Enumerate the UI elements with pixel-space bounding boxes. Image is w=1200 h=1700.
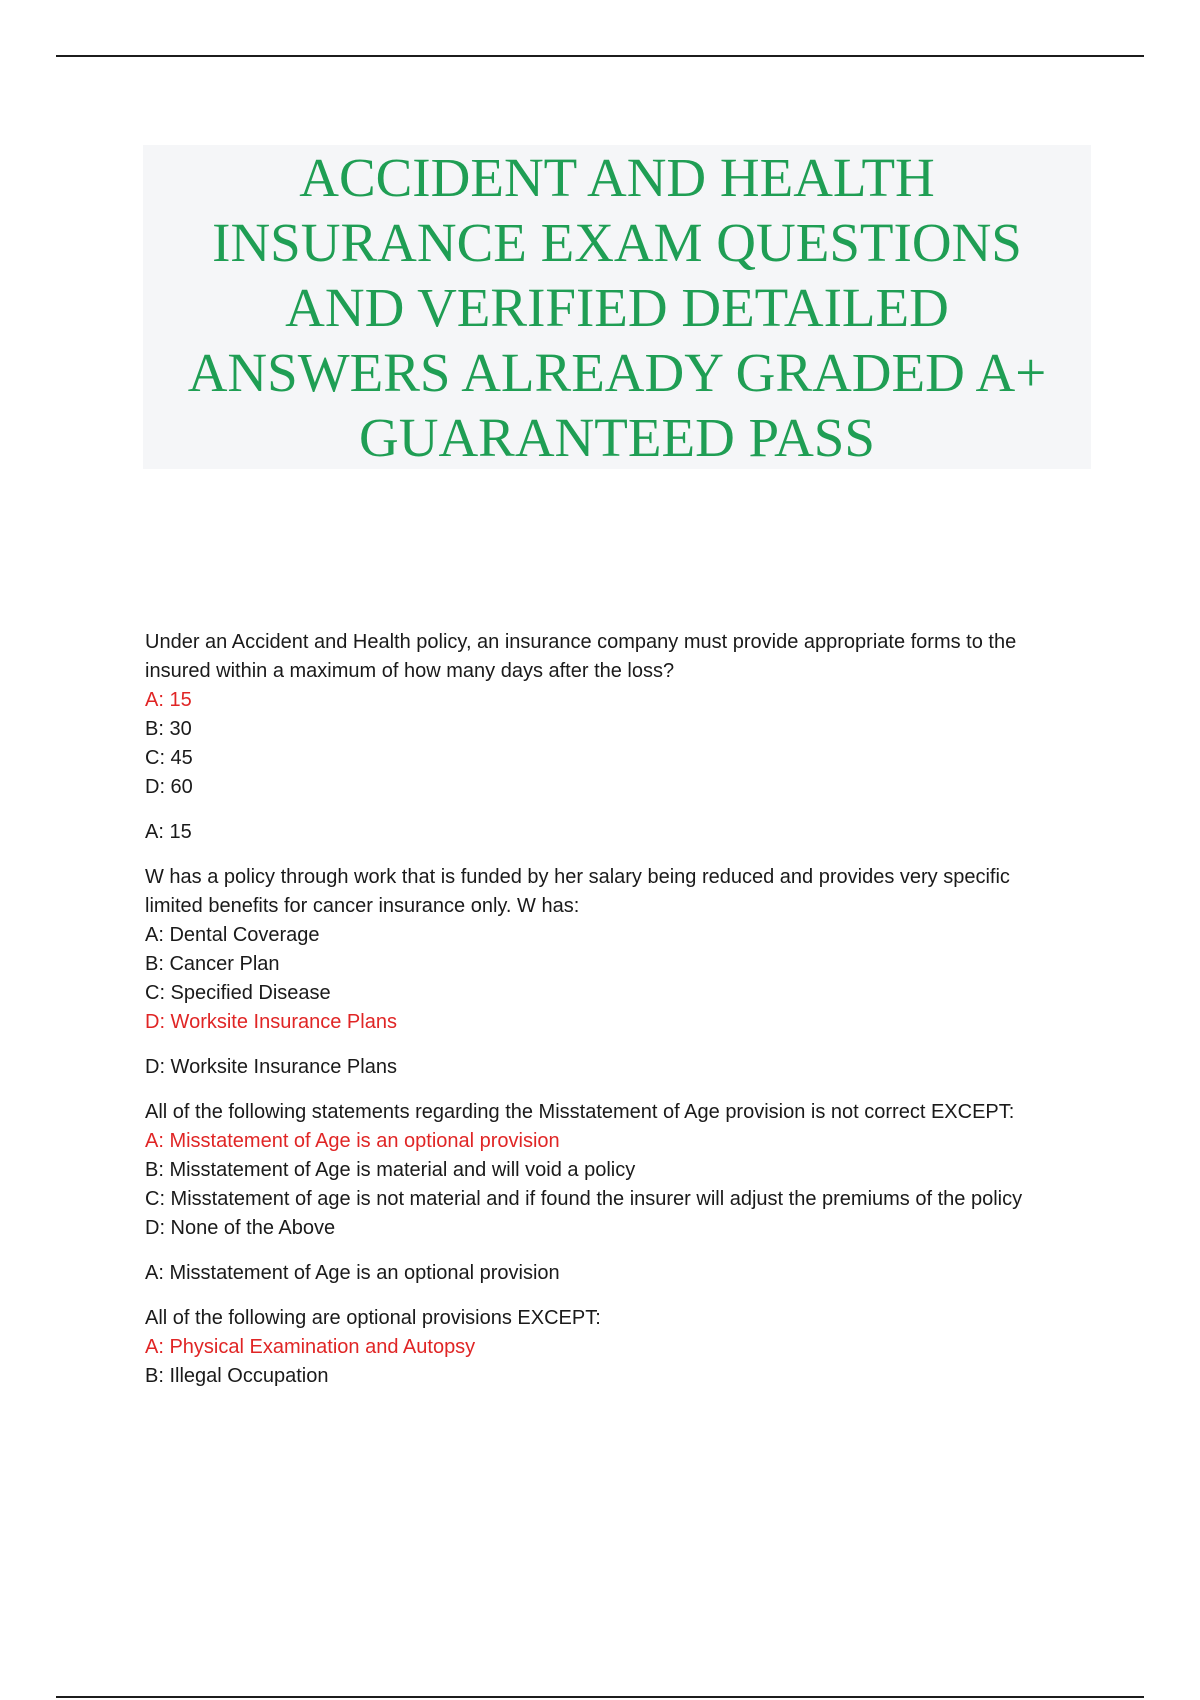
answer-text: A: Misstatement of Age is an optional provision xyxy=(145,1262,560,1284)
answer-3 xyxy=(145,1259,1085,1288)
question-text: limited benefits for cancer insurance only. W has: xyxy=(145,895,580,917)
question-2 xyxy=(145,863,1085,1037)
option-a: A: Dental Coverage xyxy=(145,924,320,946)
option-a-correct: A: Physical Examination and Autopsy xyxy=(145,1336,476,1358)
title-line: GUARANTEED PASS xyxy=(359,406,875,468)
answer-text: D: Worksite Insurance Plans xyxy=(145,1056,397,1078)
option-d: D: 60 xyxy=(145,776,193,798)
option-c: C: Specified Disease xyxy=(145,982,331,1004)
option-b: B: 30 xyxy=(145,718,192,740)
question-text: W has a policy through work that is funded by her salary being reduced and provides very specific xyxy=(145,866,1010,888)
option-d-correct: D: Worksite Insurance Plans xyxy=(145,1011,397,1033)
option-c: C: Misstatement of age is not material and if found the insurer will adjust the premiums of the policy xyxy=(145,1188,1023,1210)
bottom-rule xyxy=(56,1696,1144,1698)
option-d: D: None of the Above xyxy=(145,1217,336,1239)
title-line: ANSWERS ALREADY GRADED A+ xyxy=(187,341,1047,403)
question-list xyxy=(145,628,1085,1407)
question-text: insured within a maximum of how many days after the loss? xyxy=(145,660,675,682)
question-3 xyxy=(145,1098,1085,1243)
answer-2 xyxy=(145,1053,1085,1082)
option-b: B: Illegal Occupation xyxy=(145,1365,329,1387)
question-text: All of the following are optional provisions EXCEPT: xyxy=(145,1307,601,1329)
option-c: C: 45 xyxy=(145,747,193,769)
option-a-correct: A: Misstatement of Age is an optional provision xyxy=(145,1130,560,1152)
question-text: Under an Accident and Health policy, an insurance company must provide appropriate forms to the xyxy=(145,631,1017,653)
option-b: B: Misstatement of Age is material and will void a policy xyxy=(145,1159,636,1181)
title-banner xyxy=(143,145,1091,469)
answer-1 xyxy=(145,818,1085,847)
question-1 xyxy=(145,628,1085,802)
top-rule xyxy=(56,55,1144,57)
document-title xyxy=(143,145,1091,470)
title-line: AND VERIFIED DETAILED xyxy=(285,276,949,338)
title-line: INSURANCE EXAM QUESTIONS xyxy=(212,211,1022,273)
option-a-correct: A: 15 xyxy=(145,689,192,711)
title-line: ACCIDENT AND HEALTH xyxy=(299,146,935,208)
answer-text: A: 15 xyxy=(145,821,192,843)
question-4 xyxy=(145,1304,1085,1391)
question-text: All of the following statements regarding the Misstatement of Age provision is not correct EXCEPT: xyxy=(145,1101,1015,1123)
option-b: B: Cancer Plan xyxy=(145,953,280,975)
